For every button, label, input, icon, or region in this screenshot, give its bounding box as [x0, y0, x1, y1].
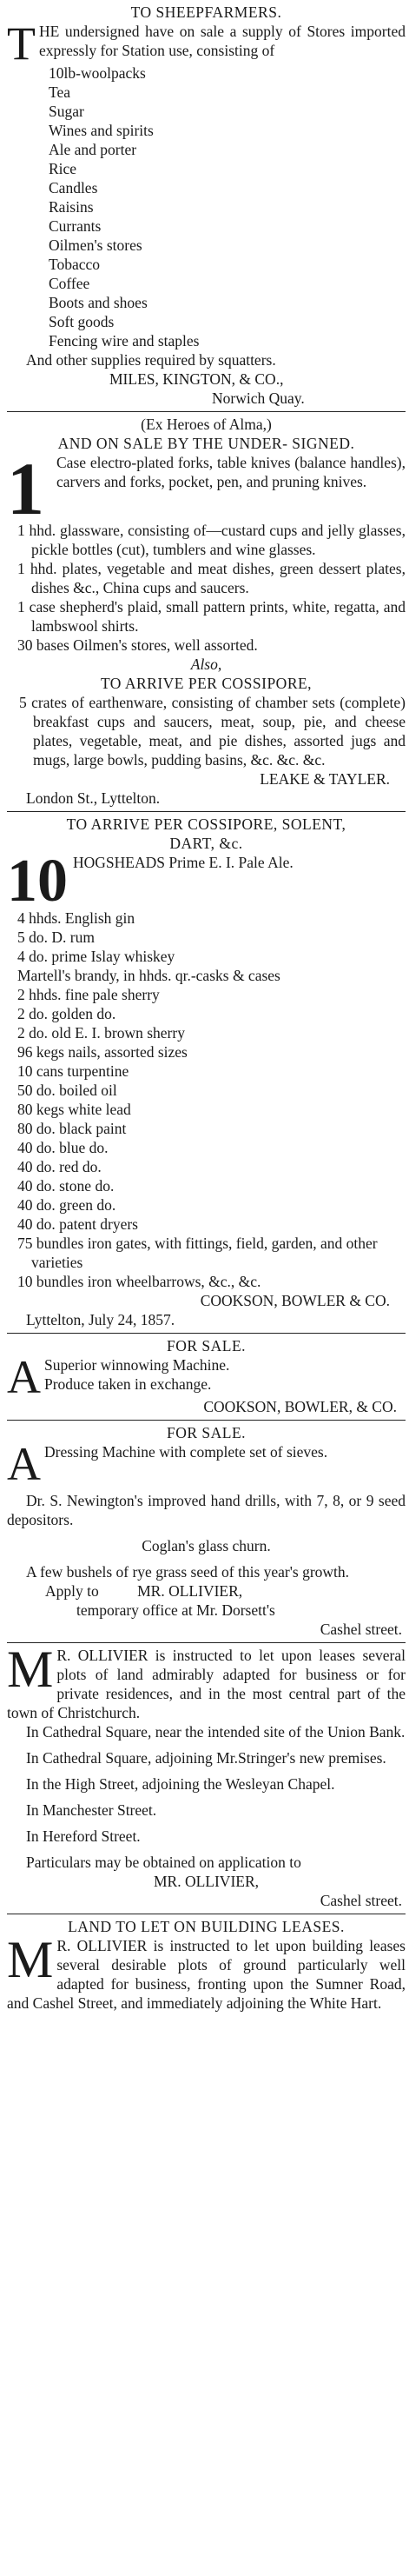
- arrive-heading: TO ARRIVE PER COSSIPORE,: [100, 675, 313, 692]
- drop-number: 10: [7, 848, 68, 915]
- ad-dressing: [7, 1421, 406, 1642]
- ad-address: Norwich Quay.: [212, 389, 305, 407]
- ad-signature: COOKSON, BOWLER, & CO.: [203, 1398, 397, 1415]
- list-item: 4 do. prime Islay whiskey: [17, 948, 175, 965]
- ad-heading: LAND TO LET ON BUILDING LEASES.: [68, 1918, 345, 1935]
- list-item: 80 do. black paint: [17, 1120, 127, 1137]
- ad-signature: MILES, KINGTON, & CO.,: [109, 370, 284, 388]
- apply-line: Apply to MR. OLLIVIER,: [45, 1582, 243, 1600]
- ad-particulars: Particulars may be obtained on application to: [26, 1854, 301, 1871]
- list-item: Fencing wire and staples: [49, 332, 200, 349]
- list-item: In Hereford Street.: [26, 1827, 141, 1845]
- drop-cap: A: [7, 1351, 41, 1403]
- list-item: Ale and porter: [49, 141, 137, 158]
- ad-signature: MR. OLLIVIER,: [137, 1582, 243, 1600]
- list-item: 96 kegs nails, assorted sizes: [17, 1043, 188, 1061]
- plot-list: [7, 1722, 406, 1846]
- also-label: Also,: [190, 656, 222, 673]
- list-item: Oilmen's stores: [49, 236, 142, 254]
- ad-ollivier: [7, 1643, 406, 1914]
- list-item: Wines and spirits: [49, 122, 154, 139]
- list-item: 30 bases Oilmen's stores, well assorted.: [17, 636, 258, 654]
- ad-signature: MR. OLLIVIER,: [153, 1873, 260, 1890]
- list-item: 40 do. stone do.: [17, 1177, 115, 1195]
- list-item: Tea: [49, 83, 71, 101]
- ad-subhead: (Ex Heroes of Alma,): [141, 416, 272, 433]
- arrive-text: 5 crates of earthenware, consisting of chamber sets (complete) breakfast cups and saucers, meat, soup, pie, and cheese plates, vegetable, meat, and pie dishes, assorted jugs and mugs, large bowls, pudding basins, &c. &c. &c.: [19, 694, 406, 769]
- item-list: [7, 909, 406, 1291]
- list-item: 4 hhds. English gin: [17, 909, 135, 927]
- list-item: In the High Street, adjoining the Wesleyan Chapel.: [26, 1775, 335, 1793]
- ad-intro: M R. OLLIVIER is instructed to let upon leases several plots of land admirably adapted for business or for private residences, and in the most central part of the town of Christchurch.: [7, 1641, 406, 1721]
- list-item: 75 bundles iron gates, with fittings, field, garden, and other varieties: [17, 1235, 378, 1271]
- list-item: 10 bundles iron wheelbarrows, &c., &c.: [17, 1273, 261, 1290]
- entry-list: [7, 521, 406, 655]
- list-item: Rice: [49, 160, 77, 177]
- ad-paragraph: Dr. S. Newington's improved hand drills, with 7, 8, or 9 seed depositors.: [7, 1492, 406, 1528]
- drop-number: 1: [7, 447, 44, 530]
- ad-heading: TO SHEEPFARMERS.: [130, 3, 282, 21]
- list-item: Martell's brandy, in hhds. qr.-casks & cases: [17, 967, 280, 984]
- list-item: Sugar: [49, 103, 84, 120]
- list-item: 2 hhds. fine pale sherry: [17, 986, 160, 1003]
- drop-cap: M: [7, 1931, 54, 1988]
- list-item: 50 do. boiled oil: [17, 1082, 117, 1099]
- ad-signature: COOKSON, BOWLER & CO.: [200, 1292, 390, 1309]
- list-item: 1 hhd. glassware, consisting of—custard cups and jelly glasses, pickle bottles (cut), tumblers and wine glasses.: [17, 522, 406, 558]
- ad-building-leases: [7, 1914, 406, 2016]
- ad-body: M R. OLLIVIER is instructed to let upon building leases several desirable plots of ground particularly well adapted for business, fronting upon the Sumner Road, and Cashel Street, and immediately adjoining the White Hart.: [7, 1931, 406, 2012]
- list-item: 10lb-woolpacks: [49, 64, 146, 82]
- ad-heading: FOR SALE.: [166, 1424, 247, 1441]
- ad-first-entry: 10 HOGSHEADS Prime E. I. Pale Ale.: [7, 848, 294, 915]
- ad-heading: AND ON SALE BY THE UNDER- SIGNED.: [57, 435, 355, 452]
- list-item: Raisins: [49, 198, 94, 216]
- list-item: In Cathedral Square, adjoining Mr.Stringer's new premises.: [26, 1749, 386, 1767]
- list-item: Coffee: [49, 275, 90, 292]
- ad-intro: T HE undersigned have on sale a supply of Stores imported expressly for Station use, consisting of: [7, 17, 406, 70]
- list-item: Soft goods: [49, 313, 115, 330]
- ad-first-entry: 1 Case electro-plated forks, table knives (balance handles), carvers and forks, pocket, pen, and pruning knives.: [7, 447, 406, 530]
- ad-address: Cashel street.: [320, 1892, 402, 1909]
- ad-winnowing: [7, 1334, 406, 1420]
- list-item: 2 do. golden do.: [17, 1005, 116, 1022]
- ad-closing: And other supplies required by squatters.: [26, 351, 276, 369]
- list-item: 40 do. red do.: [17, 1158, 102, 1175]
- office-line-2: Cashel street.: [320, 1621, 402, 1638]
- ad-heading: FOR SALE.: [166, 1337, 247, 1355]
- drop-cap: A: [7, 1438, 41, 1490]
- list-item: 40 do. green do.: [17, 1196, 116, 1214]
- ad-paragraph: Coglan's glass churn.: [142, 1537, 271, 1554]
- list-item: 80 kegs white lead: [17, 1101, 131, 1118]
- ad-paragraph: A few bushels of rye grass seed of this year's growth.: [26, 1563, 350, 1581]
- ad-dateline: Lyttelton, July 24, 1857.: [26, 1311, 175, 1328]
- list-item: 1 case shepherd's plaid, small pattern prints, white, regatta, and lambswool shirts.: [17, 598, 406, 635]
- list-item: 40 do. patent dryers: [17, 1215, 138, 1233]
- list-item: 10 cans turpentine: [17, 1062, 129, 1080]
- list-item: 1 hhd. plates, vegetable and meat dishes, green dessert plates, dishes &c., China cups and saucers.: [17, 560, 406, 596]
- drop-cap: M: [7, 1641, 54, 1698]
- ad-signature: LEAKE & TAYLER.: [260, 770, 390, 788]
- ad-heading: TO ARRIVE PER COSSIPORE, SOLENT,: [66, 815, 346, 833]
- ad-address: London St., Lyttelton.: [26, 789, 161, 807]
- list-item: Boots and shoes: [49, 294, 148, 311]
- drop-cap: T: [7, 17, 36, 70]
- list-item: 2 do. old E. I. brown sherry: [17, 1024, 185, 1042]
- list-item: In Manchester Street.: [26, 1801, 157, 1819]
- ad-body: A Superior winnowing Machine. Produce taken in exchange.: [7, 1351, 230, 1403]
- ad-cossipore: [7, 812, 406, 1333]
- list-item: 5 do. D. rum: [17, 929, 95, 946]
- list-item: 40 do. blue do.: [17, 1139, 109, 1156]
- office-line: temporary office at Mr. Dorsett's: [76, 1601, 275, 1619]
- ad-alma: [7, 412, 406, 811]
- ad-body: A Dressing Machine with complete set of sieves.: [7, 1438, 328, 1490]
- list-item: Candles: [49, 179, 98, 196]
- ad-heading-2: DART, &c.: [169, 835, 243, 852]
- list-item: In Cathedral Square, near the intended site of the Union Bank.: [26, 1723, 406, 1741]
- item-list: [7, 63, 406, 350]
- list-item: Tobacco: [49, 256, 101, 273]
- list-item: Currants: [49, 217, 102, 235]
- ad-sheepfarmers: [7, 0, 406, 411]
